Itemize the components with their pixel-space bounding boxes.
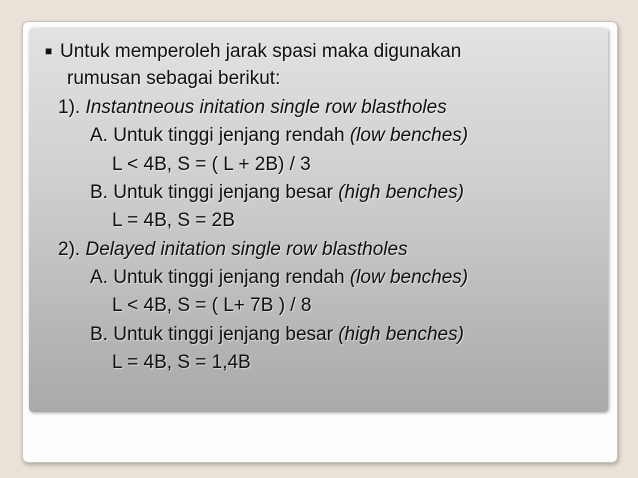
bullet-icon: ■: [45, 44, 53, 58]
item1-title: Instantneous initation single row blastholes: [85, 97, 447, 118]
content-panel: [29, 28, 608, 412]
item2-heading: [58, 239, 408, 261]
item1-a-term: (low benches): [349, 125, 469, 146]
item2-title: Delayed initation single row blastholes: [85, 239, 408, 260]
item1-a-label: A. Untuk tinggi jenjang rendah: [90, 125, 345, 146]
item1-b-line: [90, 182, 464, 204]
item1-number: 1).: [58, 97, 81, 118]
item2-a-line: [90, 267, 468, 289]
text-block: [29, 28, 608, 412]
item2-b-term: (high benches): [338, 324, 464, 345]
item1-b-label: B. Untuk tinggi jenjang besar: [90, 182, 333, 203]
item1-heading: [58, 97, 447, 119]
item2-a-formula: L < 4B, S = ( L+ 7B ) / 8: [112, 295, 312, 316]
item2-a-term: (low benches): [349, 267, 469, 288]
item2-b-line: [90, 324, 464, 346]
intro-line-1: [45, 40, 461, 63]
item1-b-formula: L = 4B, S = 2B: [112, 210, 235, 231]
intro-text-1: Untuk memperoleh jarak spasi maka digunakan: [60, 41, 462, 62]
item2-b-label: B. Untuk tinggi jenjang besar: [90, 324, 333, 345]
item2-number: 2).: [58, 239, 81, 260]
item2-a-label: A. Untuk tinggi jenjang rendah: [90, 267, 345, 288]
item2-b-formula: L = 4B, S = 1,4B: [112, 352, 251, 373]
item1-a-formula: L < 4B, S = ( L + 2B) / 3: [112, 154, 311, 175]
item1-b-term: (high benches): [338, 182, 464, 203]
item1-a-line: [90, 125, 468, 147]
intro-line-2: rumusan sebagai berikut:: [67, 68, 281, 89]
